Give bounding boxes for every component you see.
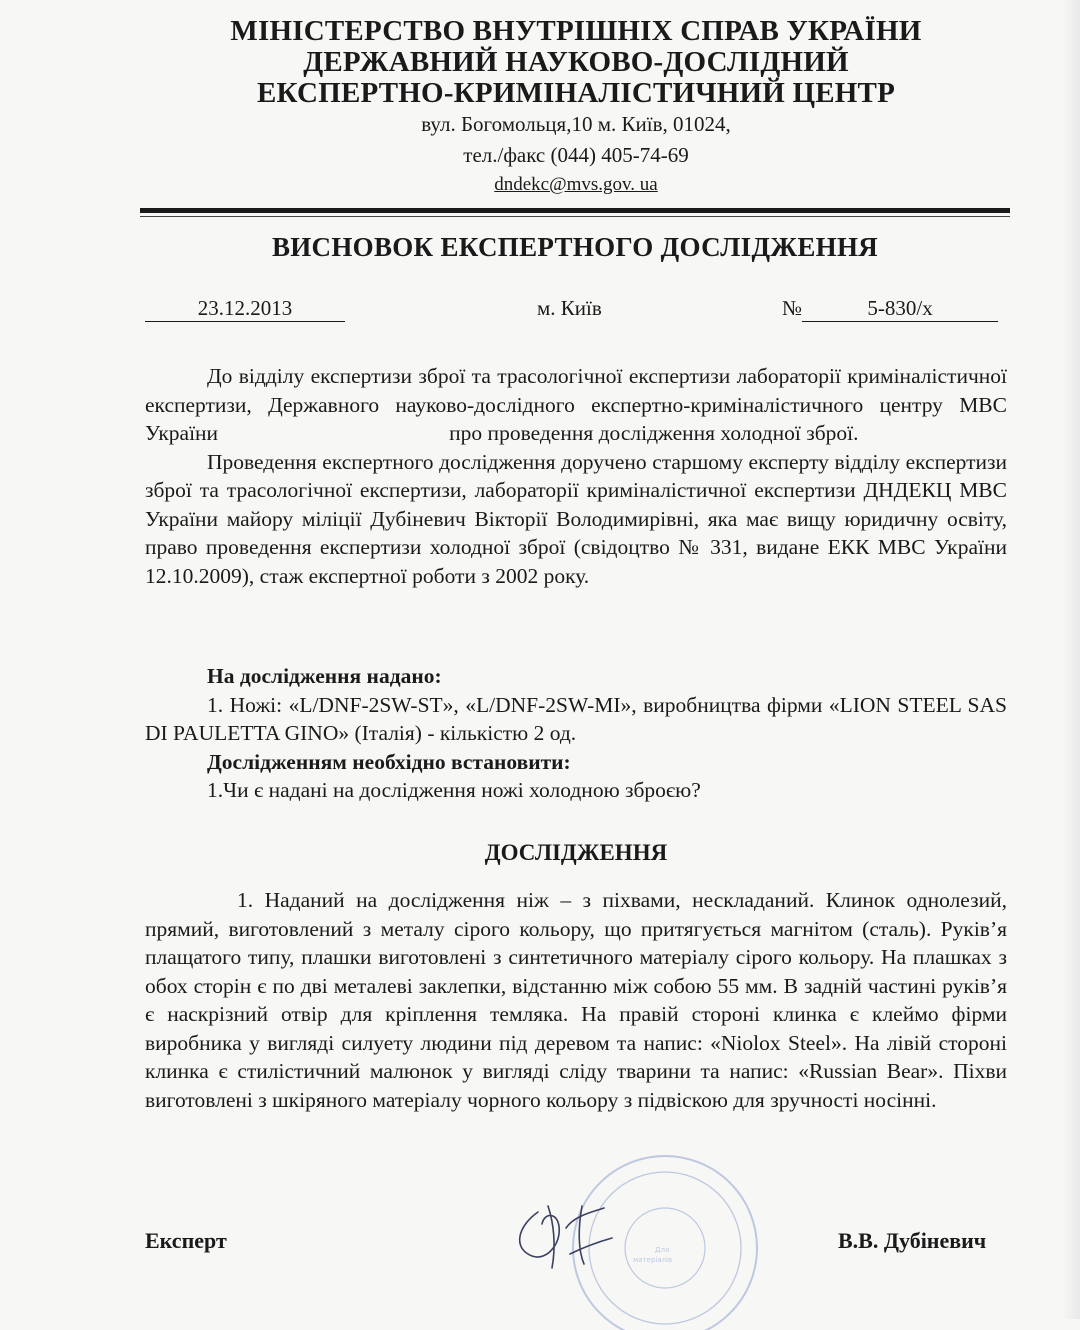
research-text: 1. Наданий на дослідження ніж – з піхвами, нескладаний. Клинок однолезий, прямий, виготовлений з металу сірого кольору, що притягується магнітом (сталь). Руків’я плащатого типу, плашки виготовлені з синтетичного матеріалу сірого кольору. На плашках з обох сторін є по дві металеві заклепки, відстанню між собою 55 мм. В задній частині руків’я є наскрізний отвір для кріплення темляка. На правій стороні клинка є клеймо фірми виробника у вигляді силуету людини під деревом та напис: «Niolox Steel». На лівій стороні клинка є стилістичний малюнок у вигляді сліду тварини та напис: «Russian Bear». Піхви виготовлені з шкіряного матеріалу чорного кольору з підвіскою для зручності носінні. (145, 888, 1007, 1112)
intro-paragraph-1: До відділу експертизи зброї та трасологічної експертизи лабораторії криміналістичної експертизи, Державного науково-дослідного експертно-криміналістичного центру МВС України про проведення дослідження холодної зброї. (145, 364, 1013, 445)
provided-heading: На дослідження надано: (207, 664, 442, 688)
document-title: ВИСНОВОК ЕКСПЕРТНОГО ДОСЛІДЖЕННЯ (271, 232, 879, 262)
research-section (145, 886, 1007, 1114)
date-value: 23.12.2013 (145, 296, 345, 322)
intro-paragraph-2: Проведення експертного дослідження доручено старшому експерту відділу експертизи зброї та трасологічної експертизи, лабораторії криміналістичної експертизи ДНДЕКЦ МВС України майору міліції Дубіневич Вікторії Володимирівні, яка має вищу юридичну освіту, право проведення експертизи холодної зброї (свідоцтво № 331, видане ЕКК МВС України 12.10.2009), стаж експертної роботи з 2002 року. (145, 449, 1007, 588)
svg-text:матеріалів: матеріалів (633, 1256, 673, 1264)
header-rule-thick (140, 208, 1010, 213)
research-heading: ДОСЛІДЖЕННЯ (484, 840, 668, 865)
header-ministry: МІНІСТЕРСТВО ВНУТРІШНІХ СПРАВ УКРАЇНИ (230, 15, 922, 47)
header-phone: тел./факс (044) 405-74-69 (463, 143, 689, 167)
header-center: ЕКСПЕРТНО-КРИМІНАЛІСТИЧНИЙ ЦЕНТР (257, 77, 895, 109)
svg-text:Для: Для (655, 1246, 670, 1254)
date-field (145, 296, 345, 322)
question-item: 1.Чи є надані на дослідження ножі холодною зброєю? (207, 778, 701, 802)
expert-name: В.В. Дубіневич (838, 1228, 987, 1253)
number-value: 5-830/х (802, 296, 998, 322)
header-address: вул. Богомольця,10 м. Київ, 01024, (421, 112, 731, 136)
signature-icon (508, 1198, 618, 1273)
provided-item: 1. Ножі: «L/DNF-2SW-ST», «L/DNF-2SW-MI», виробництва фірми «LION STEEL SAS DI PAULETTA GINO» (Італія) - кількістю 2 од. (145, 692, 1007, 745)
city-label: м. Київ (537, 296, 602, 320)
header-rule-thin (140, 216, 1010, 217)
expert-label: Експерт (145, 1228, 227, 1253)
header-institute: ДЕРЖАВНИЙ НАУКОВО-ДОСЛІДНИЙ (303, 46, 849, 78)
provided-section (145, 662, 1007, 805)
letterhead (0, 16, 1080, 199)
number-field (782, 296, 998, 322)
number-sign: № (782, 296, 803, 320)
header-email: dndekc@mvs.gov. ua (494, 174, 658, 195)
intro-section (145, 362, 1013, 590)
question-heading: Дослідженням необхідно встановити: (207, 749, 571, 774)
